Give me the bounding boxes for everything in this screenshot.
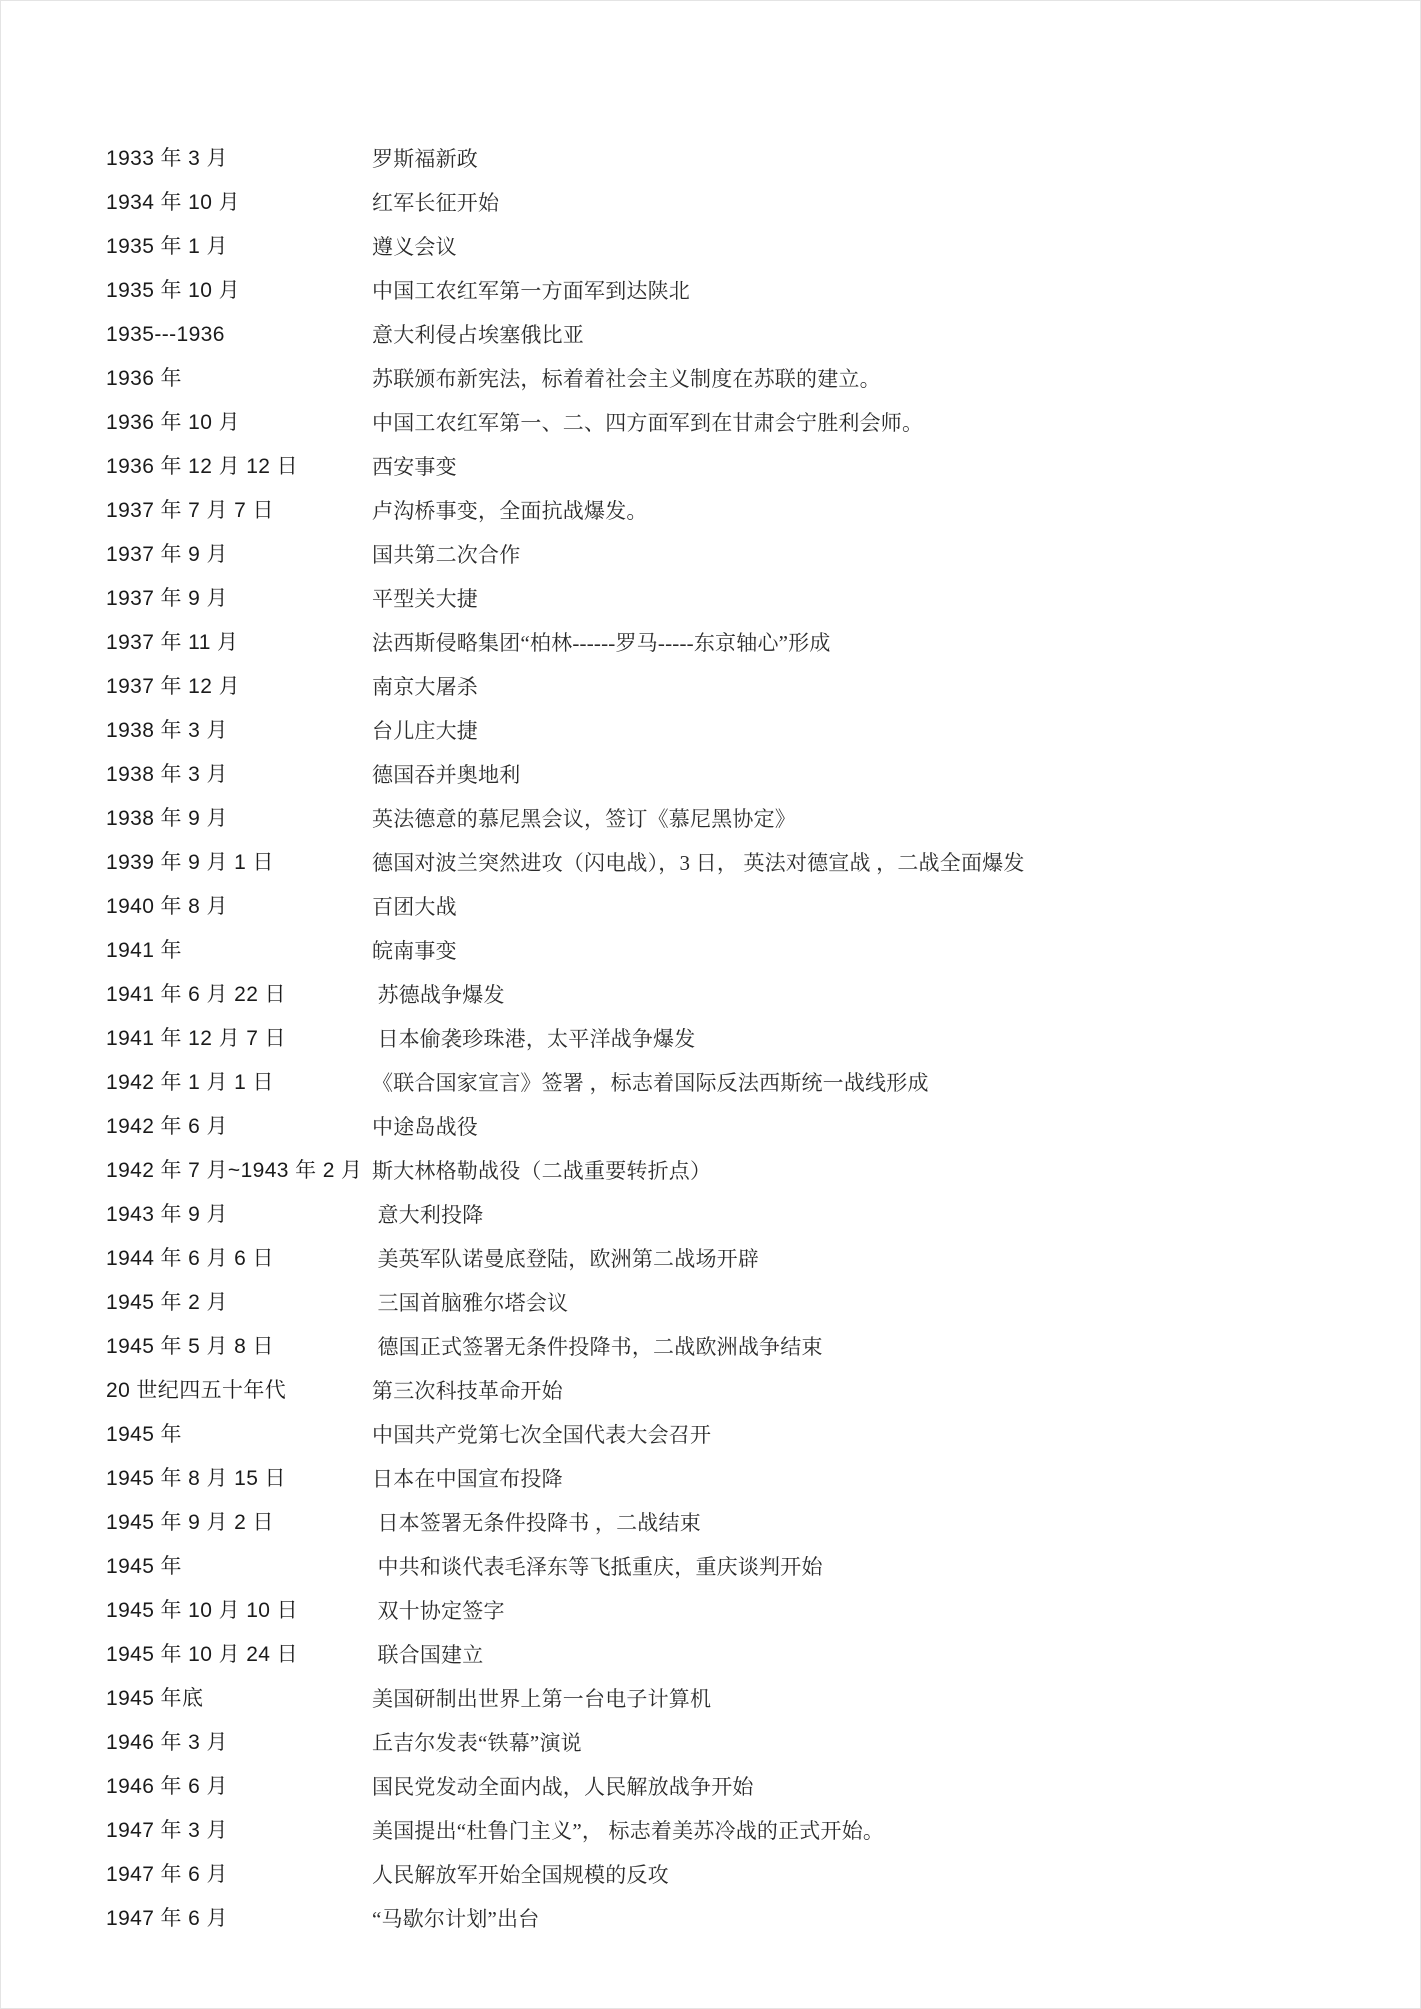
event-description: 法西斯侵略集团“柏林------罗马-----东京轴心”形成 — [372, 631, 831, 655]
timeline-row — [106, 665, 1390, 709]
event-date: 1941 年 — [106, 939, 182, 962]
timeline-row — [106, 445, 1390, 489]
timeline-row — [106, 577, 1390, 621]
event-date: 1935---1936 — [106, 323, 225, 346]
event-date: 1942 年 6 月 — [106, 1115, 228, 1138]
event-description: 苏德战争爆发 — [372, 983, 505, 1007]
timeline-row — [106, 533, 1390, 577]
timeline-row — [106, 797, 1390, 841]
event-date: 1935 年 10 月 — [106, 279, 240, 302]
event-description: 双十协定签字 — [372, 1599, 505, 1623]
event-description: 中国工农红军第一、二、四方面军到在甘肃会宁胜利会师。 — [372, 411, 924, 435]
event-description: 美国研制出世界上第一台电子计算机 — [372, 1687, 712, 1711]
event-description: 红军长征开始 — [372, 191, 500, 215]
timeline-row — [106, 1765, 1390, 1809]
timeline-row — [106, 973, 1390, 1017]
event-description: 第三次科技革命开始 — [372, 1379, 563, 1403]
event-description: 德国正式签署无条件投降书，二战欧洲战争结束 — [372, 1335, 823, 1359]
event-date: 1937 年 12 月 — [106, 675, 240, 698]
event-date: 1945 年 8 月 15 日 — [106, 1467, 286, 1490]
event-description: 德国对波兰突然进攻（闪电战），3 日， 英法对德宣战 ，二战全面爆发 — [372, 851, 1025, 875]
timeline-row — [106, 929, 1390, 973]
event-description: 罗斯福新政 — [372, 147, 478, 171]
timeline-row — [106, 1017, 1390, 1061]
event-date: 1947 年 6 月 — [106, 1863, 228, 1886]
timeline-row — [106, 1281, 1390, 1325]
event-description: 中共和谈代表毛泽东等飞抵重庆，重庆谈判开始 — [372, 1555, 823, 1579]
event-description: “马歇尔计划”出台 — [372, 1907, 540, 1931]
event-date: 1937 年 9 月 — [106, 587, 228, 610]
event-date: 1945 年 — [106, 1555, 182, 1578]
timeline-row — [106, 1721, 1390, 1765]
timeline-row — [106, 401, 1390, 445]
event-date: 1937 年 11 月 — [106, 631, 239, 654]
timeline-row — [106, 1061, 1390, 1105]
timeline-row — [106, 225, 1390, 269]
event-description: 意大利侵占埃塞俄比亚 — [372, 323, 584, 347]
event-description: 英法德意的慕尼黑会议，签订《慕尼黑协定》 — [372, 807, 796, 831]
timeline-row — [106, 885, 1390, 929]
event-description: 卢沟桥事变，全面抗战爆发。 — [372, 499, 648, 523]
event-date: 1934 年 10 月 — [106, 191, 240, 214]
timeline-row — [106, 269, 1390, 313]
event-date: 1945 年 — [106, 1423, 182, 1446]
event-description: 平型关大捷 — [372, 587, 478, 611]
event-date: 1945 年 2 月 — [106, 1291, 228, 1314]
timeline-row — [106, 1809, 1390, 1853]
timeline-row — [106, 1853, 1390, 1897]
timeline-row — [106, 1149, 1390, 1193]
timeline-row — [106, 1413, 1390, 1457]
event-date: 1935 年 1 月 — [106, 235, 228, 258]
event-date: 1936 年 12 月 12 日 — [106, 455, 299, 478]
event-date: 1944 年 6 月 6 日 — [106, 1247, 274, 1270]
timeline-row — [106, 621, 1390, 665]
event-description: 意大利投降 — [372, 1203, 484, 1227]
event-description: 西安事变 — [372, 455, 457, 479]
event-description: 中途岛战役 — [372, 1115, 478, 1139]
event-date: 1947 年 6 月 — [106, 1907, 228, 1930]
event-description: 日本在中国宣布投降 — [372, 1467, 563, 1491]
event-description: 德国吞并奥地利 — [372, 763, 521, 787]
event-date: 20 世纪四五十年代 — [106, 1379, 287, 1402]
event-date: 1945 年 9 月 2 日 — [106, 1511, 274, 1534]
event-date: 1945 年 10 月 24 日 — [106, 1643, 299, 1666]
event-description: 人民解放军开始全国规模的反攻 — [372, 1863, 669, 1887]
timeline-row — [106, 1677, 1390, 1721]
timeline-row — [106, 181, 1390, 225]
timeline-row — [106, 1193, 1390, 1237]
event-description: 美国提出“杜鲁门主义”， 标志着美苏冷战的正式开始。 — [372, 1819, 885, 1843]
event-date: 1938 年 3 月 — [106, 719, 228, 742]
timeline-row — [106, 753, 1390, 797]
timeline-row — [106, 1105, 1390, 1149]
event-description: 三国首脑雅尔塔会议 — [372, 1291, 569, 1315]
event-date: 1947 年 3 月 — [106, 1819, 228, 1842]
event-description: 百团大战 — [372, 895, 457, 919]
timeline-row — [106, 1633, 1390, 1677]
timeline-row — [106, 137, 1390, 181]
timeline-row — [106, 841, 1390, 885]
timeline-row — [106, 709, 1390, 753]
timeline-row — [106, 489, 1390, 533]
event-description: 美英军队诺曼底登陆，欧洲第二战场开辟 — [372, 1247, 760, 1271]
event-description: 国共第二次合作 — [372, 543, 521, 567]
event-date: 1945 年 10 月 10 日 — [106, 1599, 299, 1622]
timeline-row — [106, 1237, 1390, 1281]
event-description: 日本签署无条件投降书 ，二战结束 — [372, 1511, 701, 1535]
timeline-list — [106, 137, 1390, 1941]
event-date: 1940 年 8 月 — [106, 895, 228, 918]
event-date: 1942 年 7 月~1943 年 2 月 — [106, 1159, 363, 1182]
event-date: 1933 年 3 月 — [106, 147, 228, 170]
event-description: 国民党发动全面内战，人民解放战争开始 — [372, 1775, 754, 1799]
event-description: 《联合国家宣言》签署 ，标志着国际反法西斯统一战线形成 — [372, 1071, 929, 1095]
event-date: 1946 年 3 月 — [106, 1731, 228, 1754]
event-date: 1937 年 7 月 7 日 — [106, 499, 274, 522]
event-description: 南京大屠杀 — [372, 675, 478, 699]
event-date: 1945 年 5 月 8 日 — [106, 1335, 274, 1358]
event-description: 中国工农红军第一方面军到达陕北 — [372, 279, 690, 303]
event-date: 1939 年 9 月 1 日 — [106, 851, 274, 874]
timeline-row — [106, 1545, 1390, 1589]
timeline-row — [106, 1589, 1390, 1633]
event-date: 1941 年 12 月 7 日 — [106, 1027, 286, 1050]
event-description: 联合国建立 — [372, 1643, 484, 1667]
event-description: 日本偷袭珍珠港，太平洋战争爆发 — [372, 1027, 696, 1051]
event-date: 1946 年 6 月 — [106, 1775, 228, 1798]
event-description: 皖南事变 — [372, 939, 457, 963]
timeline-row — [106, 357, 1390, 401]
event-date: 1937 年 9 月 — [106, 543, 228, 566]
event-date: 1941 年 6 月 22 日 — [106, 983, 286, 1006]
event-description: 斯大林格勒战役（二战重要转折点） — [372, 1159, 712, 1183]
timeline-row — [106, 1897, 1390, 1941]
event-date: 1936 年 — [106, 367, 182, 390]
timeline-row — [106, 1457, 1390, 1501]
event-date: 1943 年 9 月 — [106, 1203, 228, 1226]
timeline-row — [106, 313, 1390, 357]
event-description: 中国共产党第七次全国代表大会召开 — [372, 1423, 712, 1447]
event-date: 1945 年底 — [106, 1687, 204, 1710]
event-date: 1938 年 3 月 — [106, 763, 228, 786]
event-description: 苏联颁布新宪法，标着着社会主义制度在苏联的建立。 — [372, 367, 881, 391]
event-date: 1942 年 1 月 1 日 — [106, 1071, 274, 1094]
event-description: 台儿庄大捷 — [372, 719, 478, 743]
timeline-row — [106, 1325, 1390, 1369]
event-date: 1936 年 10 月 — [106, 411, 240, 434]
event-date: 1938 年 9 月 — [106, 807, 228, 830]
timeline-row — [106, 1369, 1390, 1413]
event-description: 遵义会议 — [372, 235, 457, 259]
event-description: 丘吉尔发表“铁幕”演说 — [372, 1731, 582, 1755]
timeline-row — [106, 1501, 1390, 1545]
